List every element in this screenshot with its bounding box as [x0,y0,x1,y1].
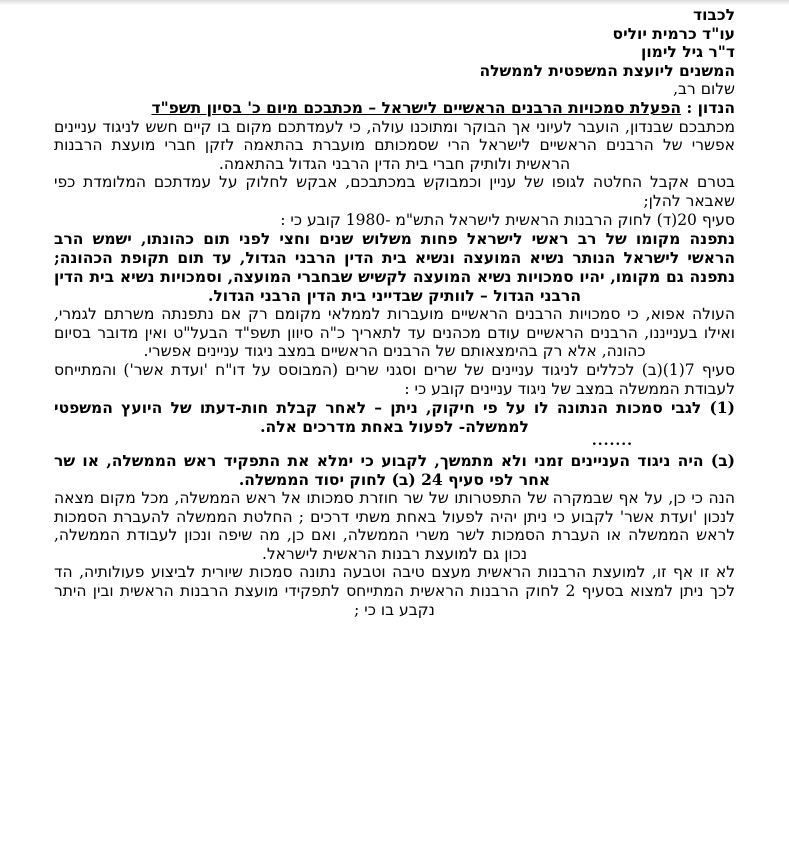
statute-quote-section-1: (1) לגבי סמכות הנתונה לו על פי חיקוק, ניתן – לאחר קבלת חות-דעתו של היועץ המשפטי לממשלה- לפעול באחת מדרכים אלה. [54,398,735,437]
paragraph-disagreement: בטרם אקבל החלטה לגופו של עניין וכמבוקש במכתבכם, אבקש לחלוק על עמדתכם המלומדת כפי שאבאר להלן; [54,173,735,210]
greeting: שלום רב, [673,80,735,99]
paragraph-conclusion-from-statute: העולה אפוא, כי סמכויות הרבנים הראשיים מועברות לממלאי מקומם רק אם נתפנתה משרתם לגמרי, ואילו בענייננו, הרבנים הראשיים עודם מכהנים עד לתאריך כ"ה סיוון תשפ"ד הבעל"ט ואין מדובר בסיום כהונה, אלא רק בהימצאותם של הרבנים הראשיים במצב ניגוד עניינים אפשרי. [54,305,735,361]
page-top-shadow [0,0,789,5]
paragraph-asher-committee: הנה כי כן, על אף שבמקרה של התפטרותו של שר חוזרת סמכותו אל ראש הממשלה, מכל מקום מצאה לנכון 'ועדת אשר' לקבוע כי ניתן יהיה לפעול באחת משתי דרכים ; החלטת הממשלה להעברת הסמכות לראש הממשלה או העברת הסמכות לשר משרי הממשלה, ואם כן, מה שיפה ונכון לעבודת הממשלה, נכון גם למועצת רבנות הראשית לישראל. [54,489,735,563]
recipient-salutation: לכבוד [692,5,735,24]
recipient-title: המשנים ליועצת המשפטית לממשלה [479,60,735,80]
recipient-name-1: עו"ד כרמית יוליס [612,23,735,43]
paragraph-statute-ref-20d: סעיף 20(ד) לחוק הרבנות הראשית לישראל התש"מ -1980 קובע כי : [280,210,735,229]
statute-quote-section-b: (ב) היה ניגוד העניינים זמני ולא מתמשך, לקבוע כי ימלא את התפקיד ראש הממשלה, או שר אחר לפי סעיף 24 (ב) לחוק יסוד הממשלה. [54,451,735,490]
paragraph-statute-ref-7-1-b: סעיף 7(1)(ב) לכללים לניגוד עניינים של שרים וסגני שרים (המבוסס על דו"ח 'ועדת אשר') והמתייחס לעבודת הממשלה במצב של ניגוד עניינים קובע כי : [54,360,735,398]
paragraph-intro: מכתבכם שבנדון, הועבר לעיוני אך הבוקר ומתוכנו עולה, כי לעמדתכם מקום בו קיים חשש לניגוד עניינים אפשרי של הרבנים הראשיים לישראל הרי שסמכותם מועברת בהתאמה לזקן חברי מועצת הרבנות הראשית ולותיק חברי בית הדין הרבני הגדול בהתאמה. [54,117,735,173]
subject-label: הנדון : [686,97,735,117]
subject-line [54,99,735,118]
recipient-block [54,6,735,80]
subject-text: הפעלת סמכויות הרבנים הראשיים לישראל – מכתבכם מיום כ' בסיון תשפ"ד [151,97,682,117]
statute-quote-section-20d: נתפנה מקומו של רב ראשי לישראל פחות משלוש שנים וחצי לפני תום כהונתו, ישמש הרב הראשי לישראל הנותר נשיא המועצה ונשיא בית הדין הרבני הגדול, עד תום תקופת הכהונה; נתפנה גם מקומו, יהיו סמכויות נשיא המועצה לקשיש שבחברי המועצה, וסמכויות נשיא בית הדין הרבני הגדול – לוותיק שבדייני בית הדין הרבני הגדול. [54,229,735,306]
recipient-name-2: ד"ר גיל לימון [641,42,735,62]
ellipsis-line: ....... [591,433,633,450]
paragraph-residual-authority: לא זו אף זו, למועצת הרבנות הראשית מעצם טיבה וטבעה נתונה סמכות שיורית לביצוע פעולותיה, הד לכך ניתן למצוא בסעיף 2 לחוק הרבנות הראשית המתייחס לתפקידי מועצת הרבנות הראשית ובין היתר נקבע בו כי ; [54,563,735,619]
